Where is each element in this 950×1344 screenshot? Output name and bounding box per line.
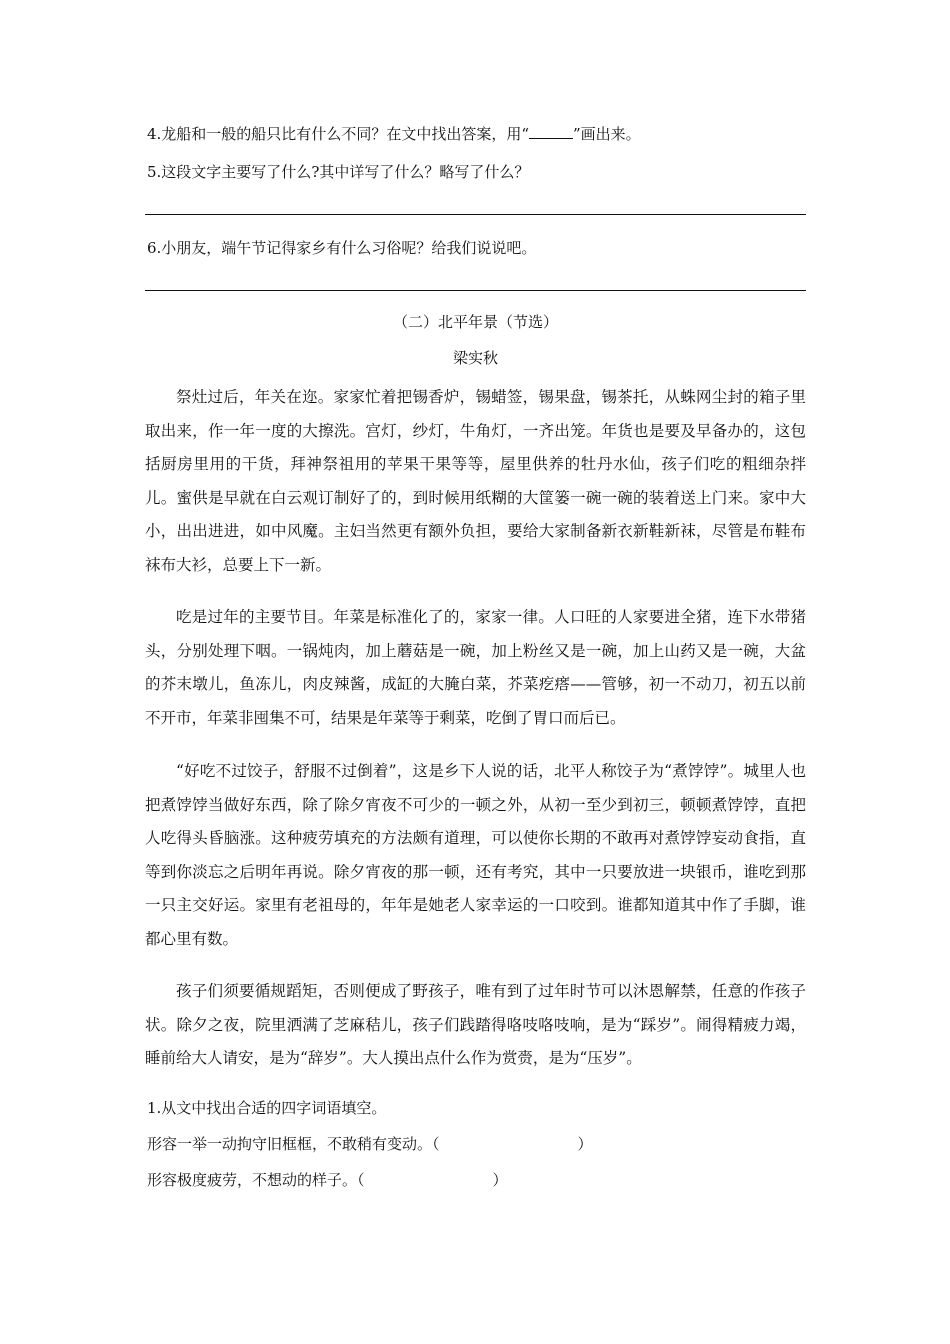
question-6: 6.小朋友，端午节记得家乡有什么习俗呢？给我们说说吧。 — [147, 239, 537, 257]
question-b1-item-1-suffix: ） — [577, 1135, 593, 1153]
passage-paragraph-2: 吃是过年的主要节目。年菜是标准化了的，家家一律。人口旺的人家要进全猪，连下水带猪头，分别处理下咽。一锅炖肉，加上蘑菇是一碗，加上粉丝又是一碗，加上山药又是一碗，大盆的芥末墩儿，鱼冻儿，肉皮辣酱，成缸的大腌白菜，芥菜疙瘩——管够，初一不动刀，初五以前不开市，年菜非囤集不可，结果是年菜等于剩菜，吃倒了胃口而后已。 — [145, 608, 806, 727]
passage-paragraph-4: 孩子们须要循规蹈矩，否则便成了野孩子，唯有到了过年时节可以沐恩解禁，任意的作孩子状。除夕之夜，院里洒满了芝麻秸儿，孩子们践踏得咯吱咯吱响，是为“踩岁”。闹得精疲力竭，睡前给大人请安，是为“辞岁”。大人摸出点什么作为赏赍，是为“压岁”。 — [145, 982, 806, 1067]
question-b1-item-2-suffix: ） — [492, 1171, 508, 1189]
question-4 — [147, 124, 641, 144]
underline-sample — [529, 126, 573, 139]
question-b1-item-2-prefix: 形容极度疲劳，不想动的样子。（ — [147, 1171, 365, 1189]
passage-paragraph-1: 祭灶过后，年关在迩。家家忙着把锡香炉，锡蜡签，锡果盘，锡茶托，从蛛网尘封的箱子里取出来，作一年一度的大擦洗。宫灯，纱灯，牛角灯，一齐出笼。年货也是要及早备办的，这包括厨房里用的干货，拜神祭祖用的苹果干果等等，屋里供养的牡丹水仙，孩子们吃的粗细杂拌儿。蜜供是早就在白云观订制好了的，到时候用纸糊的大筐篓一碗一碗的装着送上门来。家中大小，出出进进，如中风魔。主妇当然更有额外负担，要给大家制备新衣新鞋新袜，尽管是布鞋布袜布大衫，总要上下一新。 — [145, 388, 806, 574]
question-4-suffix: ”画出来。 — [572, 125, 641, 143]
answer-line-6[interactable] — [145, 290, 806, 291]
section-title: （二）北平年景（节选） — [392, 313, 558, 331]
passage-paragraph-3: “好吃不过饺子，舒服不过倒着”，这是乡下人说的话，北平人称饺子为“煮饽饽”。城里人也把煮饽饽当做好东西，除了除夕宵夜不可少的一顿之外，从初一至少到初三，顿顿煮饽饽，直把人吃得头昏脑涨。这种疲劳填充的方法颇有道理，可以使你长期的不敢再对煮饽饽妄动食指，直等到你淡忘之后明年再说。除夕宵夜的那一顿，还有考究，其中一只要放进一块银币，谁吃到那一只主交好运。家里有老祖母的，年年是她老人家幸运的一口咬到。谁都知道其中作了手脚，谁都心里有数。 — [145, 762, 806, 948]
question-5: 5.这段文字主要写了什么?其中详写了什么？略写了什么？ — [147, 163, 530, 181]
question-b1-item-2 — [147, 1170, 508, 1190]
question-b1-item-1 — [147, 1134, 593, 1154]
question-b1: 1.从文中找出合适的四字词语填空。 — [147, 1099, 387, 1117]
question-4-prefix: 4.龙船和一般的船只比有什么不同？在文中找出答案，用“ — [147, 125, 529, 143]
question-b1-item-1-prefix: 形容一举一动拘守旧框框，不敢稍有变动。（ — [147, 1135, 440, 1153]
section-author: 梁实秋 — [452, 349, 498, 367]
answer-line-5[interactable] — [145, 214, 806, 215]
